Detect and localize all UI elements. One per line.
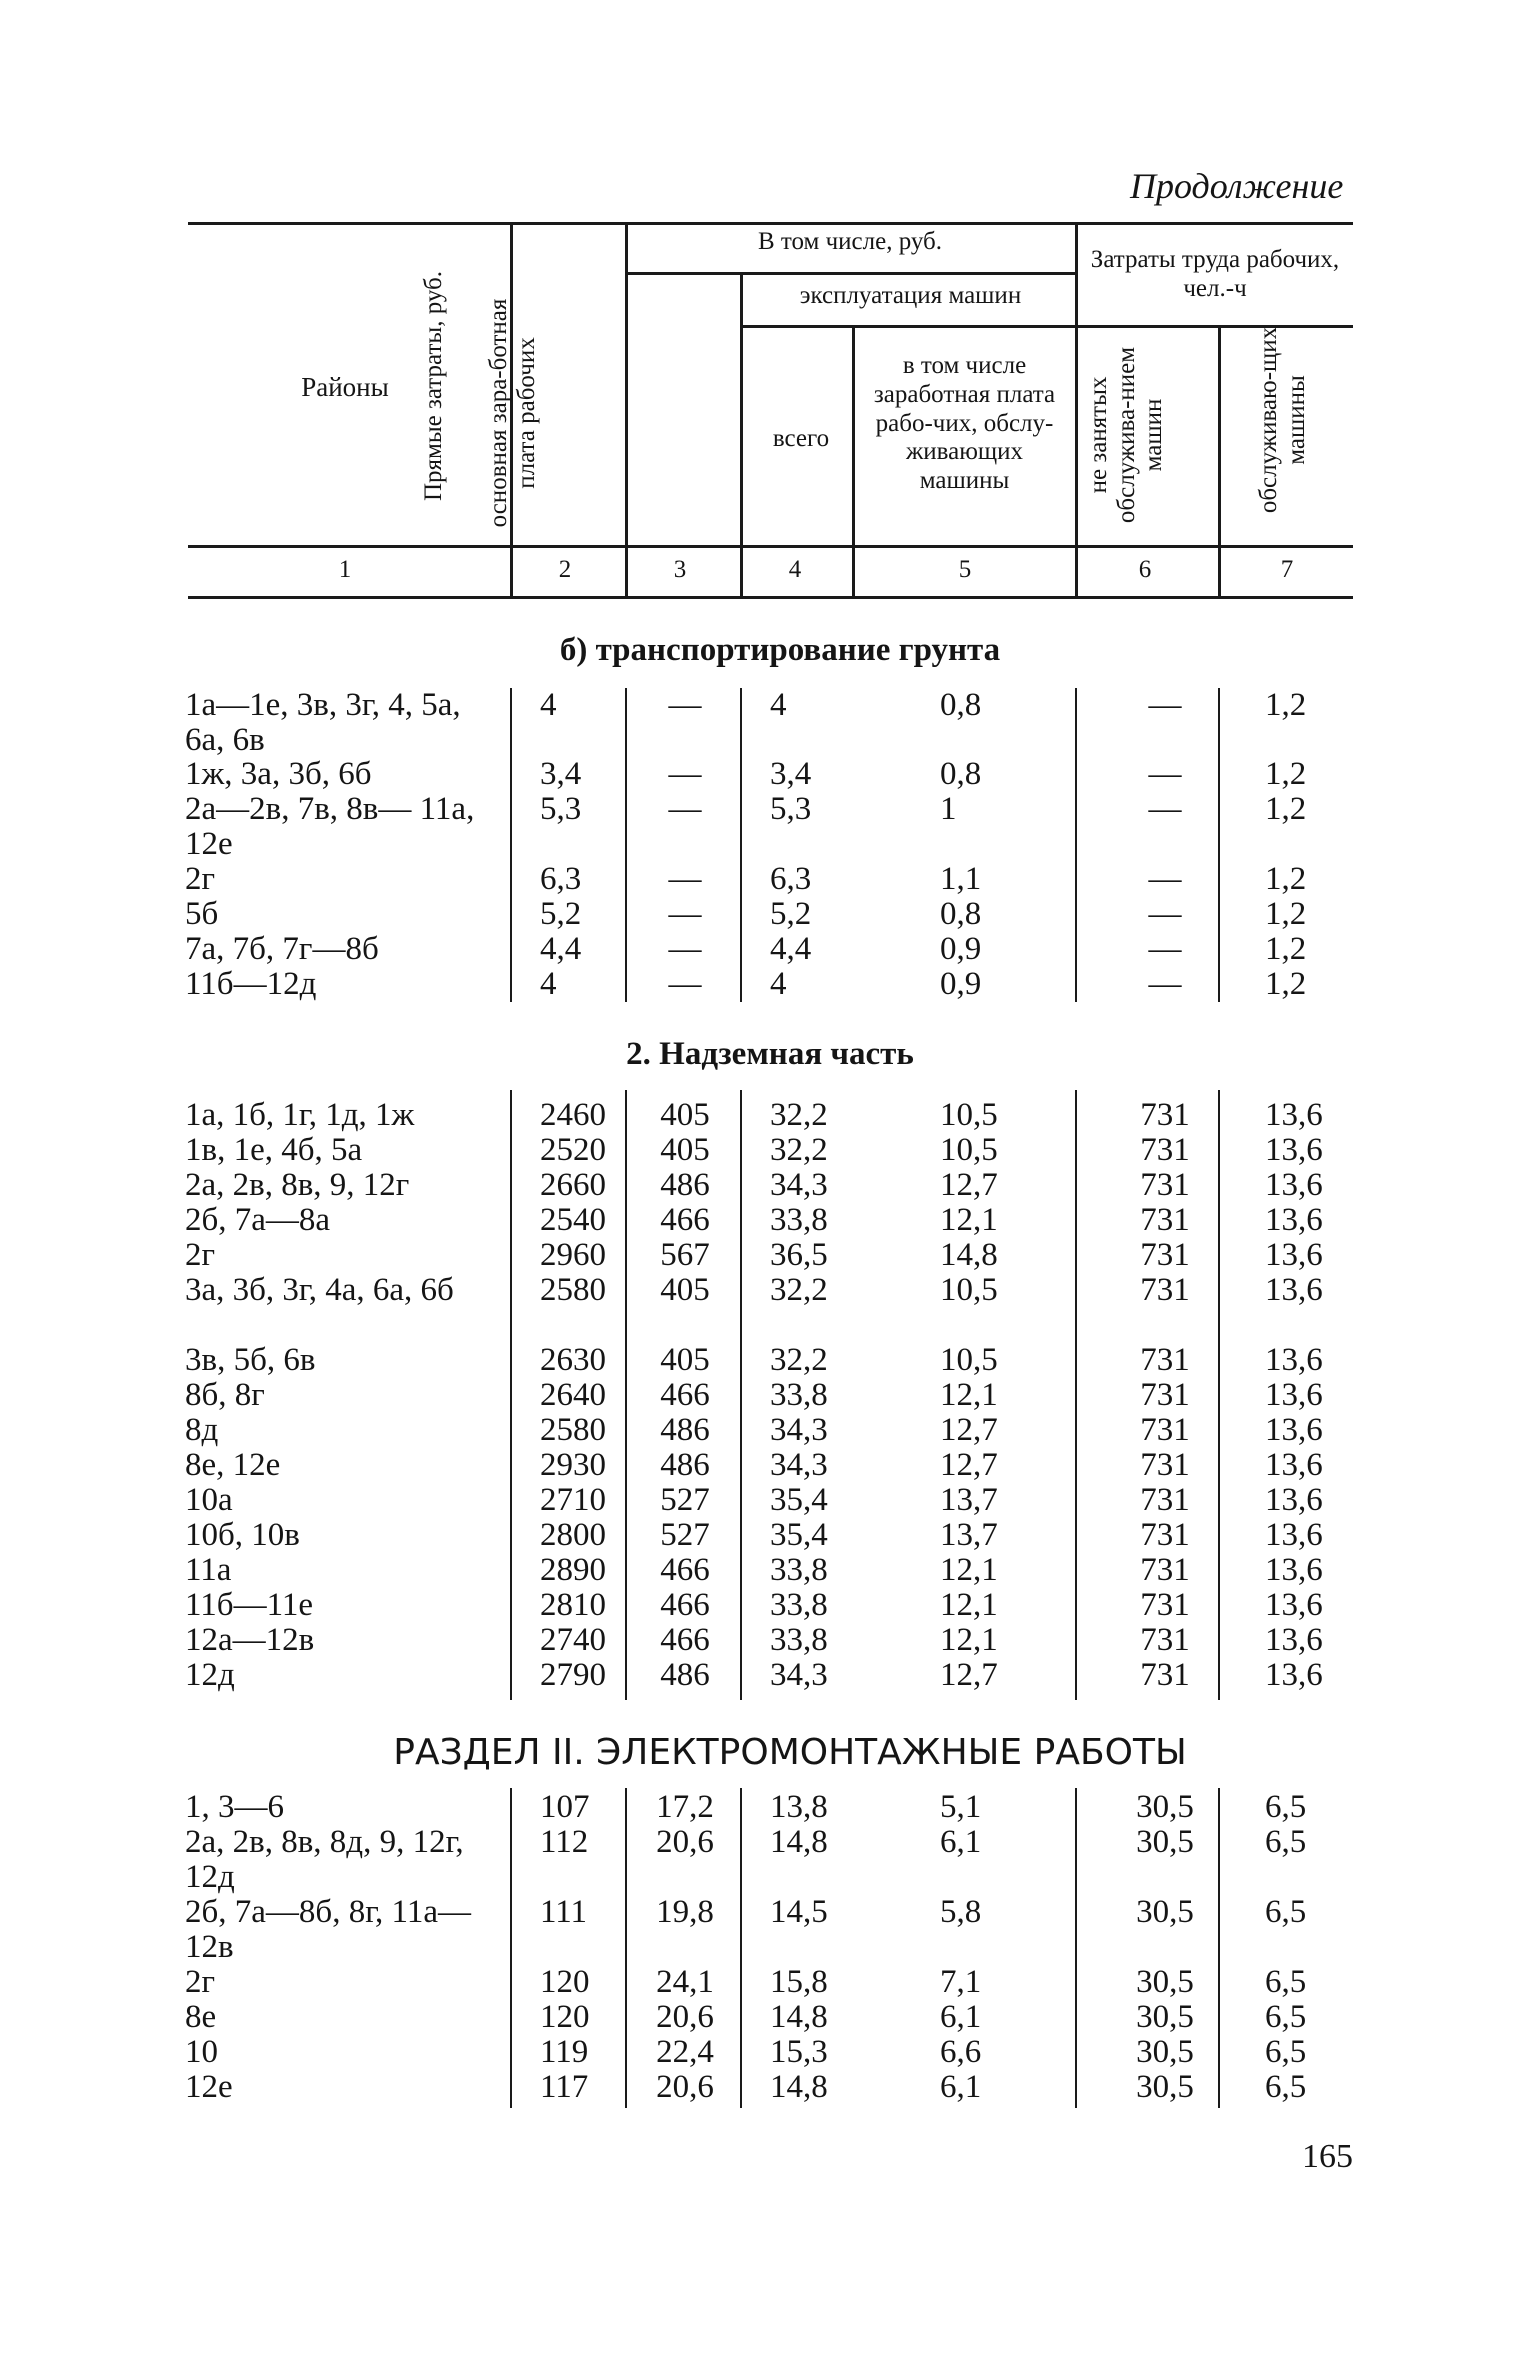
value-cell: 2800 xyxy=(540,1517,606,1553)
value-cell: 466 xyxy=(660,1202,710,1238)
region-cell: 10б, 10в xyxy=(185,1517,300,1553)
value-cell: 119 xyxy=(540,2034,589,2070)
value-cell: 17,2 xyxy=(656,1789,714,1825)
value-cell: 0,8 xyxy=(940,687,982,723)
header-labor: Затраты труда рабочих, чел.-ч xyxy=(1090,246,1340,302)
value-cell: 19,8 xyxy=(656,1894,714,1930)
value-cell: 13,6 xyxy=(1265,1097,1323,1133)
value-cell: 12,1 xyxy=(940,1377,998,1413)
colnum-3: 3 xyxy=(673,556,687,583)
value-cell: 117 xyxy=(540,2069,589,2105)
value-cell: 30,5 xyxy=(1136,1789,1194,1825)
value-cell: 5,2 xyxy=(770,896,812,932)
value-cell: 14,8 xyxy=(940,1237,998,1273)
value-cell: 731 xyxy=(1140,1412,1190,1448)
value-cell: 731 xyxy=(1140,1587,1190,1623)
value-cell: 2580 xyxy=(540,1272,606,1308)
section-2-title: 2. Надземная часть xyxy=(626,1036,914,1072)
value-cell: 34,3 xyxy=(770,1412,828,1448)
value-cell: 2580 xyxy=(540,1412,606,1448)
value-cell: 13,6 xyxy=(1265,1167,1323,1203)
value-cell: 4 xyxy=(770,687,787,723)
value-cell: 13,6 xyxy=(1265,1272,1323,1308)
header-bottom-rule xyxy=(188,545,1353,548)
value-cell: 10,5 xyxy=(940,1272,998,1308)
region-cell: 8б, 8г xyxy=(185,1377,265,1413)
value-cell: 14,8 xyxy=(770,2069,828,2105)
value-cell: 112 xyxy=(540,1824,589,1860)
value-cell: 22,4 xyxy=(656,2034,714,2070)
value-cell: 12,1 xyxy=(940,1202,998,1238)
colnum-4: 4 xyxy=(788,556,802,583)
region-cell: 2а—2в, 7в, 8в— 11а, 12е xyxy=(185,791,475,862)
value-cell: 120 xyxy=(540,1964,590,2000)
value-cell: 5,3 xyxy=(770,791,812,827)
value-cell: 731 xyxy=(1140,1167,1190,1203)
value-cell: 10,5 xyxy=(940,1342,998,1378)
value-cell: 405 xyxy=(660,1097,710,1133)
value-cell: 4 xyxy=(540,966,557,1002)
column-separator xyxy=(1075,1788,1077,2108)
value-cell: 32,2 xyxy=(770,1097,828,1133)
value-cell: 731 xyxy=(1140,1202,1190,1238)
continuation-label: Продолжение xyxy=(1130,166,1344,206)
value-cell: — xyxy=(668,931,702,967)
value-cell: 13,6 xyxy=(1265,1202,1323,1238)
region-cell: 10а xyxy=(185,1482,233,1518)
region-cell: 12а—12в xyxy=(185,1622,315,1658)
value-cell: 30,5 xyxy=(1136,1999,1194,2035)
value-cell: 30,5 xyxy=(1136,2034,1194,2070)
region-cell: 3в, 5б, 6в xyxy=(185,1342,316,1378)
value-cell: 486 xyxy=(660,1167,710,1203)
value-cell: 2660 xyxy=(540,1167,606,1203)
value-cell: 6,5 xyxy=(1265,1894,1307,1930)
colnum-7: 7 xyxy=(1280,556,1294,583)
region-cell: 2г xyxy=(185,861,216,897)
value-cell: 0,8 xyxy=(940,896,982,932)
value-cell: — xyxy=(668,896,702,932)
value-cell: 0,9 xyxy=(940,931,982,967)
region-cell: 1а, 1б, 1г, 1д, 1ж xyxy=(185,1097,415,1133)
value-cell: — xyxy=(668,687,702,723)
value-cell: 4 xyxy=(770,966,787,1002)
colnum-2: 2 xyxy=(558,556,572,583)
value-cell: 13,6 xyxy=(1265,1132,1323,1168)
region-cell: 2г xyxy=(185,1964,216,2000)
region-cell: 1, 3—6 xyxy=(185,1789,284,1825)
header-incl-wages: в том числе заработная плата рабо-чих, обслу-живающих машины xyxy=(873,352,1056,494)
value-cell: 1,2 xyxy=(1265,756,1307,792)
value-cell: 13,6 xyxy=(1265,1237,1323,1273)
value-cell: 2460 xyxy=(540,1097,606,1133)
incl-sub-rule xyxy=(625,272,1075,275)
value-cell: 13,7 xyxy=(940,1482,998,1518)
value-cell: 466 xyxy=(660,1377,710,1413)
value-cell: 1,2 xyxy=(1265,861,1307,897)
value-cell: 405 xyxy=(660,1272,710,1308)
value-cell: 6,5 xyxy=(1265,2069,1307,2105)
column-separator xyxy=(1075,1090,1077,1700)
region-cell: 2б, 7а—8б, 8г, 11а—12в xyxy=(185,1894,471,1965)
region-cell: 2а, 2в, 8в, 9, 12г xyxy=(185,1167,410,1203)
value-cell: 20,6 xyxy=(656,1824,714,1860)
region-cell: 8е xyxy=(185,1999,217,2035)
value-cell: 1,2 xyxy=(1265,791,1307,827)
value-cell: 13,7 xyxy=(940,1517,998,1553)
value-cell: — xyxy=(668,966,702,1002)
value-cell: 6,5 xyxy=(1265,1824,1307,1860)
value-cell: 1,1 xyxy=(940,861,982,897)
value-cell: 14,8 xyxy=(770,1824,828,1860)
region-cell: 11б—12д xyxy=(185,966,317,1002)
value-cell: 731 xyxy=(1140,1657,1190,1693)
value-cell: 731 xyxy=(1140,1132,1190,1168)
value-cell: 33,8 xyxy=(770,1377,828,1413)
value-cell: 567 xyxy=(660,1237,710,1273)
value-cell: 13,6 xyxy=(1265,1622,1323,1658)
region-cell: 7а, 7б, 7г—8б xyxy=(185,931,379,967)
value-cell: 6,5 xyxy=(1265,1789,1307,1825)
value-cell: 731 xyxy=(1140,1097,1190,1133)
value-cell: — xyxy=(1148,931,1182,967)
value-cell: 30,5 xyxy=(1136,1964,1194,2000)
column-separator xyxy=(510,1788,512,2108)
header-wages: основная зара-ботная плата рабочих xyxy=(485,298,540,528)
column-separator xyxy=(625,1090,627,1700)
value-cell: 6,3 xyxy=(770,861,812,897)
column-separator xyxy=(1218,688,1220,1002)
value-cell: 731 xyxy=(1140,1342,1190,1378)
header-not-serving: не занятых обслужива-нием машин xyxy=(1085,346,1167,524)
value-cell: — xyxy=(1148,791,1182,827)
header-top-rule xyxy=(188,222,1353,225)
column-separator xyxy=(740,1090,742,1700)
value-cell: 1,2 xyxy=(1265,931,1307,967)
value-cell: 6,5 xyxy=(1265,2034,1307,2070)
region-cell: 10 xyxy=(185,2034,218,2070)
value-cell: 2540 xyxy=(540,1202,606,1238)
value-cell: 13,6 xyxy=(1265,1517,1323,1553)
header-sep-6 xyxy=(1218,325,1221,596)
region-cell: 8е, 12е xyxy=(185,1447,281,1483)
value-cell: 2810 xyxy=(540,1587,606,1623)
value-cell: 34,3 xyxy=(770,1447,828,1483)
value-cell: 3,4 xyxy=(770,756,812,792)
value-cell: 30,5 xyxy=(1136,2069,1194,2105)
value-cell: 0,9 xyxy=(940,966,982,1002)
value-cell: 6,6 xyxy=(940,2034,982,2070)
header-total: всего xyxy=(772,425,830,452)
value-cell: 5,1 xyxy=(940,1789,982,1825)
column-separator xyxy=(1075,688,1077,1002)
value-cell: 120 xyxy=(540,1999,590,2035)
value-cell: 2930 xyxy=(540,1447,606,1483)
value-cell: 486 xyxy=(660,1657,710,1693)
value-cell: 2520 xyxy=(540,1132,606,1168)
value-cell: 731 xyxy=(1140,1482,1190,1518)
colnum-5: 5 xyxy=(958,556,972,583)
machines-sub-rule xyxy=(740,325,1075,328)
value-cell: 486 xyxy=(660,1412,710,1448)
value-cell: 13,6 xyxy=(1265,1482,1323,1518)
value-cell: 13,6 xyxy=(1265,1342,1323,1378)
colnum-1: 1 xyxy=(338,556,352,583)
value-cell: 5,8 xyxy=(940,1894,982,1930)
column-separator xyxy=(1218,1788,1220,2108)
value-cell: 13,6 xyxy=(1265,1412,1323,1448)
value-cell: 13,6 xyxy=(1265,1587,1323,1623)
value-cell: 12,7 xyxy=(940,1167,998,1203)
header-regions: Районы xyxy=(301,372,389,402)
value-cell: 32,2 xyxy=(770,1272,828,1308)
value-cell: 486 xyxy=(660,1447,710,1483)
value-cell: 4 xyxy=(540,687,557,723)
value-cell: 405 xyxy=(660,1342,710,1378)
value-cell: 731 xyxy=(1140,1377,1190,1413)
value-cell: — xyxy=(1148,861,1182,897)
column-separator xyxy=(510,1090,512,1700)
column-separator xyxy=(625,1788,627,2108)
value-cell: 13,6 xyxy=(1265,1657,1323,1693)
value-cell: — xyxy=(1148,687,1182,723)
value-cell: 6,3 xyxy=(540,861,582,897)
value-cell: 466 xyxy=(660,1587,710,1623)
header-sep-2 xyxy=(625,222,628,596)
value-cell: 30,5 xyxy=(1136,1894,1194,1930)
value-cell: 7,1 xyxy=(940,1964,982,2000)
value-cell: 33,8 xyxy=(770,1552,828,1588)
value-cell: 30,5 xyxy=(1136,1824,1194,1860)
region-cell: 8д xyxy=(185,1412,219,1448)
value-cell: 33,8 xyxy=(770,1622,828,1658)
colnum-6: 6 xyxy=(1138,556,1152,583)
value-cell: 527 xyxy=(660,1482,710,1518)
column-separator xyxy=(510,688,512,1002)
value-cell: 731 xyxy=(1140,1447,1190,1483)
value-cell: 6,5 xyxy=(1265,1999,1307,2035)
column-separator xyxy=(740,688,742,1002)
value-cell: 731 xyxy=(1140,1622,1190,1658)
value-cell: 2740 xyxy=(540,1622,606,1658)
value-cell: — xyxy=(668,756,702,792)
region-cell: 12д xyxy=(185,1657,235,1693)
region-cell: 2б, 7а—8а xyxy=(185,1202,331,1238)
value-cell: 2890 xyxy=(540,1552,606,1588)
colnum-bottom-rule xyxy=(188,596,1353,599)
value-cell: 731 xyxy=(1140,1272,1190,1308)
region-cell: 12е xyxy=(185,2069,233,2105)
value-cell: 20,6 xyxy=(656,1999,714,2035)
value-cell: 1,2 xyxy=(1265,966,1307,1002)
value-cell: 12,1 xyxy=(940,1552,998,1588)
header-sep-5 xyxy=(1075,222,1078,596)
value-cell: — xyxy=(1148,896,1182,932)
value-cell: — xyxy=(668,861,702,897)
value-cell: 4,4 xyxy=(770,931,812,967)
value-cell: 32,2 xyxy=(770,1132,828,1168)
value-cell: 1,2 xyxy=(1265,896,1307,932)
value-cell: 12,7 xyxy=(940,1412,998,1448)
section-II-title: РАЗДЕЛ II. ЭЛЕКТРОМОНТАЖНЫЕ РАБОТЫ xyxy=(393,1732,1187,1773)
value-cell: 14,5 xyxy=(770,1894,828,1930)
value-cell: 6,1 xyxy=(940,2069,982,2105)
value-cell: 6,1 xyxy=(940,1999,982,2035)
value-cell: 34,3 xyxy=(770,1167,828,1203)
region-cell: 11б—11е xyxy=(185,1587,313,1623)
value-cell: 13,6 xyxy=(1265,1377,1323,1413)
value-cell: 35,4 xyxy=(770,1517,828,1553)
value-cell: 13,6 xyxy=(1265,1552,1323,1588)
region-cell: 11а xyxy=(185,1552,232,1588)
value-cell: 6,5 xyxy=(1265,1964,1307,2000)
value-cell: — xyxy=(668,791,702,827)
value-cell: 36,5 xyxy=(770,1237,828,1273)
value-cell: 0,8 xyxy=(940,756,982,792)
value-cell: — xyxy=(1148,756,1182,792)
value-cell: 466 xyxy=(660,1552,710,1588)
value-cell: 405 xyxy=(660,1132,710,1168)
value-cell: 1,2 xyxy=(1265,687,1307,723)
value-cell: 2790 xyxy=(540,1657,606,1693)
value-cell: 111 xyxy=(540,1894,588,1930)
value-cell: 2960 xyxy=(540,1237,606,1273)
header-serving: обслуживаю-щих машины xyxy=(1255,326,1310,514)
value-cell: 15,3 xyxy=(770,2034,828,2070)
value-cell: 12,1 xyxy=(940,1622,998,1658)
region-cell: 1ж, 3а, 3б, 6б xyxy=(185,756,372,792)
value-cell: 34,3 xyxy=(770,1657,828,1693)
value-cell: 6,1 xyxy=(940,1824,982,1860)
value-cell: 10,5 xyxy=(940,1097,998,1133)
page-number: 165 xyxy=(1302,2138,1353,2175)
value-cell: 5,3 xyxy=(540,791,582,827)
value-cell: 466 xyxy=(660,1622,710,1658)
value-cell: 2710 xyxy=(540,1482,606,1518)
value-cell: 107 xyxy=(540,1789,590,1825)
value-cell: 731 xyxy=(1140,1517,1190,1553)
header-incl: В том числе, руб. xyxy=(757,228,943,255)
header-direct-costs: Прямые затраты, руб. xyxy=(420,270,447,502)
value-cell: 20,6 xyxy=(656,2069,714,2105)
value-cell: 24,1 xyxy=(656,1964,714,2000)
section-b-title: б) транспортирование грунта xyxy=(559,632,1001,668)
value-cell: 12,7 xyxy=(940,1447,998,1483)
value-cell: 527 xyxy=(660,1517,710,1553)
region-cell: 5б xyxy=(185,896,219,932)
value-cell: 5,2 xyxy=(540,896,582,932)
region-cell: 1в, 1е, 4б, 5а xyxy=(185,1132,363,1168)
value-cell: 33,8 xyxy=(770,1587,828,1623)
header-sep-4 xyxy=(852,325,855,596)
region-cell: 2г xyxy=(185,1237,216,1273)
region-cell: 1а—1е, 3в, 3г, 4, 5а, 6а, 6в xyxy=(185,687,461,758)
value-cell: 12,1 xyxy=(940,1587,998,1623)
region-cell: 2а, 2в, 8в, 8д, 9, 12г, 12д xyxy=(185,1824,464,1895)
value-cell: 33,8 xyxy=(770,1202,828,1238)
value-cell: 731 xyxy=(1140,1552,1190,1588)
value-cell: 2630 xyxy=(540,1342,606,1378)
value-cell: 13,6 xyxy=(1265,1447,1323,1483)
value-cell: 1 xyxy=(940,791,957,827)
column-separator xyxy=(625,688,627,1002)
value-cell: 731 xyxy=(1140,1237,1190,1273)
column-separator xyxy=(740,1788,742,2108)
value-cell: 32,2 xyxy=(770,1342,828,1378)
value-cell: 15,8 xyxy=(770,1964,828,2000)
value-cell: 13,8 xyxy=(770,1789,828,1825)
value-cell: 12,7 xyxy=(940,1657,998,1693)
header-machines: эксплуатация машин xyxy=(799,282,1022,309)
value-cell: 4,4 xyxy=(540,931,582,967)
column-separator xyxy=(1218,1090,1220,1700)
value-cell: 35,4 xyxy=(770,1482,828,1518)
value-cell: 3,4 xyxy=(540,756,582,792)
value-cell: 14,8 xyxy=(770,1999,828,2035)
region-cell: 3а, 3б, 3г, 4а, 6а, 6б xyxy=(185,1272,454,1308)
value-cell: 2640 xyxy=(540,1377,606,1413)
value-cell: 10,5 xyxy=(940,1132,998,1168)
header-sep-3 xyxy=(740,272,743,596)
value-cell: — xyxy=(1148,966,1182,1002)
